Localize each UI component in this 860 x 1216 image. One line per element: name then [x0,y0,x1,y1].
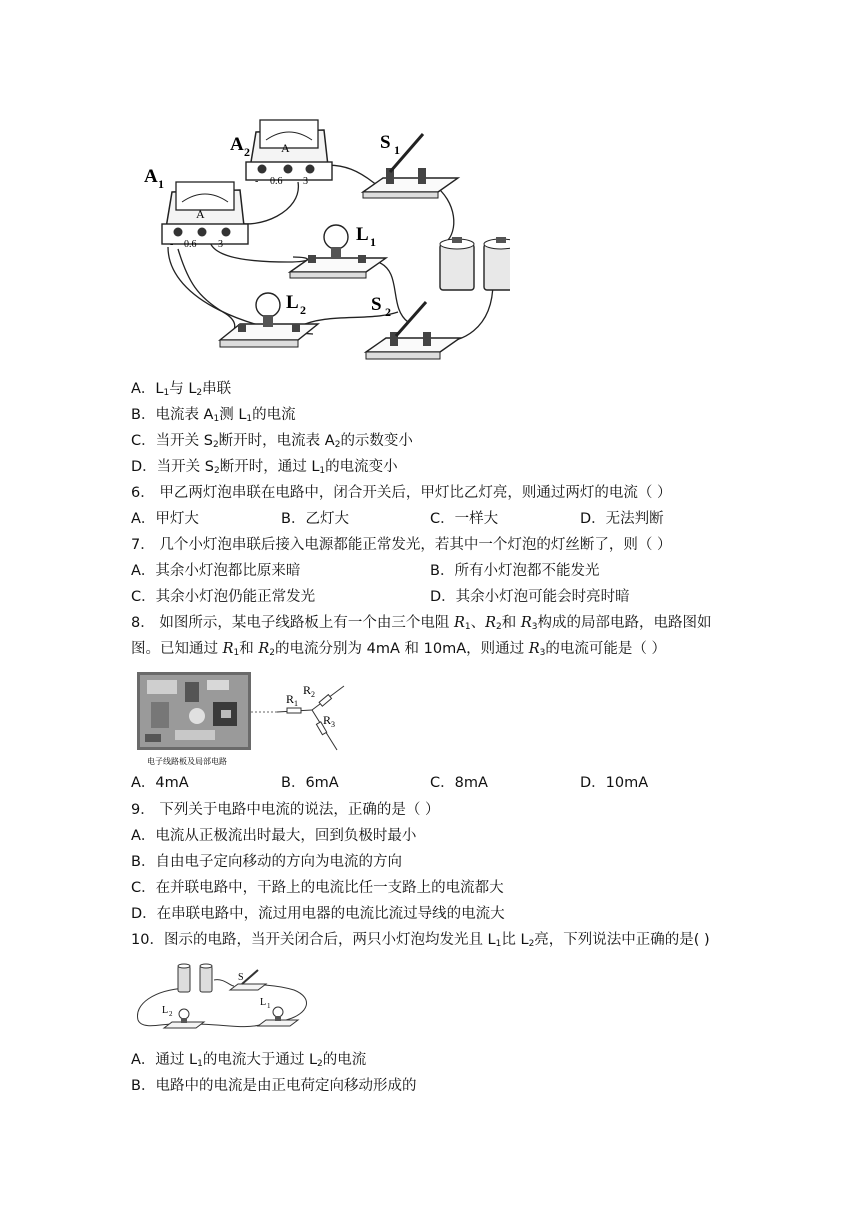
q6-stem: 6． 甲乙两灯泡串联在电路中，闭合开关后，甲灯比乙灯亮，则通过两灯的电流（ ） [131,485,672,501]
q10-option-b[interactable]: B．电路中的电流是由正电荷定向移动形成的 [131,1078,417,1094]
fig10-label-l1: L [260,997,267,1008]
q5b-sub-2: 1 [246,414,253,424]
fig10-label-l2: L [162,1005,169,1016]
q5c-sub-1: 2 [212,440,219,450]
circuit-board-figure [137,672,357,770]
q8-r1: R [453,615,465,631]
fig-r2-sub: 2 [311,690,315,699]
q8-sep1: 、 [470,615,486,631]
label-a1: A [144,166,158,187]
q8-option-d[interactable]: D．10mA [580,775,649,791]
q8-l2-r2: R [258,641,270,657]
q5b-text-1: B．电流表 A [131,407,214,423]
q5b-text-2: 测 L [219,407,247,423]
q5a-text-3: 串联 [202,381,232,397]
q9-stem: 9． 下列关于电路中电流的说法，正确的是（ ） [131,802,440,818]
q5c-text-3: 的示数变小 [340,433,413,449]
a1-terminal-3: 3 [218,239,223,250]
q8-r3-sub: 3 [531,622,538,632]
q6-option-b[interactable]: B．乙灯大 [281,511,349,527]
q9-option-a[interactable]: A．电流从正极流出时最大，回到负极时最小 [131,828,417,844]
q5-option-a[interactable] [131,379,231,403]
ammeter-a1 [162,182,248,244]
lamp-l1 [290,225,386,278]
q5a-text-2: 与 L [169,381,197,397]
a1-meter-unit: A [196,207,205,221]
q8-stem-line2 [131,639,666,663]
q8-l2-r1-sub: 1 [233,648,240,658]
q8-option-a[interactable]: A．4mA [131,775,189,791]
label-l1: L [356,224,369,245]
q7-option-a[interactable]: A．其余小灯泡都比原来暗 [131,563,301,579]
series-circuit-figure [134,958,320,1038]
q8-stem-line1 [131,613,712,637]
fig-r1-label: R [286,692,295,706]
q10a-text-1: A．通过 L [131,1052,198,1068]
a2-terminal-06: 0.6 [270,176,283,187]
fig10-label-s: S [238,972,244,983]
q10-stem [131,930,710,954]
fig-r2-label: R [303,683,312,697]
q5b-text-3: 的电流 [252,407,296,423]
q5d-text-1: D．当开关 S [131,459,214,475]
circuit-board-caption: 电子线路板及局部电路 [147,757,227,766]
q10-sub-1: 1 [495,939,502,949]
q5-option-b[interactable] [131,405,296,429]
q8-l2-r3: R [528,641,540,657]
label-s1: S [380,132,391,153]
q5b-sub-1: 1 [213,414,220,424]
lamp-l2 [220,293,318,347]
label-l2: L [286,292,299,313]
q6-option-c[interactable]: C．一样大 [430,511,499,527]
q8-l2-text-1: 图。已知通过 [131,641,223,657]
fig-r3-label: R [323,713,332,727]
q10-sub-2: 2 [528,939,535,949]
q8-l1-text-1: 8． 如图所示，某电子线路板上有一个由三个电阻 [131,615,454,631]
fig-r1-sub: 1 [294,699,298,708]
q8-l2-r1: R [222,641,234,657]
q10-option-a[interactable] [131,1050,366,1074]
label-l2-sub: 2 [300,303,306,317]
q5d-sub-2: 1 [319,466,326,476]
q10a-sub-1: 1 [197,1059,203,1069]
fig10-battery-pair [178,964,212,992]
q5d-sub-1: 2 [213,466,220,476]
fig10-switch [230,970,266,990]
fig10-label-l2-sub: 2 [169,1010,173,1018]
q5c-text-1: C．当开关 S [131,433,213,449]
a2-meter-unit: A [281,141,290,155]
q9-option-d[interactable]: D．在串联电路中，流过用电器的电流比流过导线的电流大 [131,906,505,922]
q5-option-d[interactable] [131,457,398,481]
fig-r3-sub: 3 [331,720,335,729]
q8-l2-text-3: 的电流可能是（ ） [545,641,666,657]
circuit-board-photo [137,672,251,750]
q6-option-d[interactable]: D．无法判断 [580,511,664,527]
label-a2: A [230,134,244,155]
q7-option-b[interactable]: B．所有小灯泡都不能发光 [430,563,600,579]
q10-text-2: 比 L [501,932,529,948]
q5d-text-2: 断开时，通过 L [219,459,320,475]
q8-l2-text-2: 的电流分别为 4mA 和 10mA，则通过 [275,641,529,657]
circuit-figure-ammeters [138,112,510,368]
q9-option-b[interactable]: B．自由电子定向移动的方向为电流的方向 [131,854,402,870]
q7-option-d[interactable]: D．其余小灯泡可能会时亮时暗 [430,589,630,605]
q5a-text-1: A．L [131,381,164,397]
label-s2-sub: 2 [385,305,391,319]
q8-r1-sub: 1 [464,622,471,632]
q10a-sub-2: 2 [317,1059,323,1069]
q10-text-1: 10．图示的电路，当开关闭合后，两只小灯泡均发光且 L [131,932,496,948]
q7-option-c[interactable]: C．其余小灯泡仍能正常发光 [131,589,316,605]
fig10-label-l1-sub: 1 [267,1002,271,1010]
a2-terminal-minus: - [255,176,259,187]
label-s1-sub: 1 [394,143,400,157]
q8-r2-sub: 2 [496,622,502,632]
q8-option-b[interactable]: B．6mA [281,775,339,791]
battery-pair [440,237,510,290]
q8-option-c[interactable]: C．8mA [430,775,488,791]
q5a-sub-1: 1 [163,388,170,398]
q5d-text-3: 的电流变小 [325,459,398,475]
q8-r3: R [520,615,532,631]
label-s2: S [371,294,382,315]
q8-l2-r2-sub: 2 [269,648,276,658]
q8-sep2: 和 [501,615,521,631]
label-a2-sub: 2 [244,145,250,159]
q10-text-3: 亮，下列说法中正确的是( ) [534,932,710,948]
label-l1-sub: 1 [370,235,376,249]
a1-terminal-minus: - [170,239,174,250]
label-a1-sub: 1 [158,177,164,191]
q6-option-a[interactable]: A．甲灯大 [131,511,199,527]
q5a-sub-2: 2 [196,388,203,398]
q8-l2-and: 和 [239,641,259,657]
fig10-lamp-l1 [258,1007,298,1026]
q5c-sub-2: 2 [334,440,341,450]
q8-r2: R [485,615,497,631]
q8-l1-text-2: 构成的局部电路，电路图如 [537,615,712,631]
q8-l2-r3-sub: 3 [539,648,546,658]
q5c-text-2: 断开时，电流表 A [218,433,335,449]
q10a-text-3: 的电流 [322,1052,367,1068]
q5-option-c[interactable] [131,431,413,455]
q9-option-c[interactable]: C．在并联电路中，干路上的电流比任一支路上的电流都大 [131,880,504,896]
switch-s1 [363,134,458,198]
q10a-text-2: 的电流大于通过 L [202,1052,318,1068]
a2-terminal-3: 3 [303,176,308,187]
q7-stem: 7． 几个小灯泡串联后接入电源都能正常发光，若其中一个灯泡的灯丝断了，则（ ） [131,537,672,553]
a1-terminal-06: 0.6 [184,239,197,250]
